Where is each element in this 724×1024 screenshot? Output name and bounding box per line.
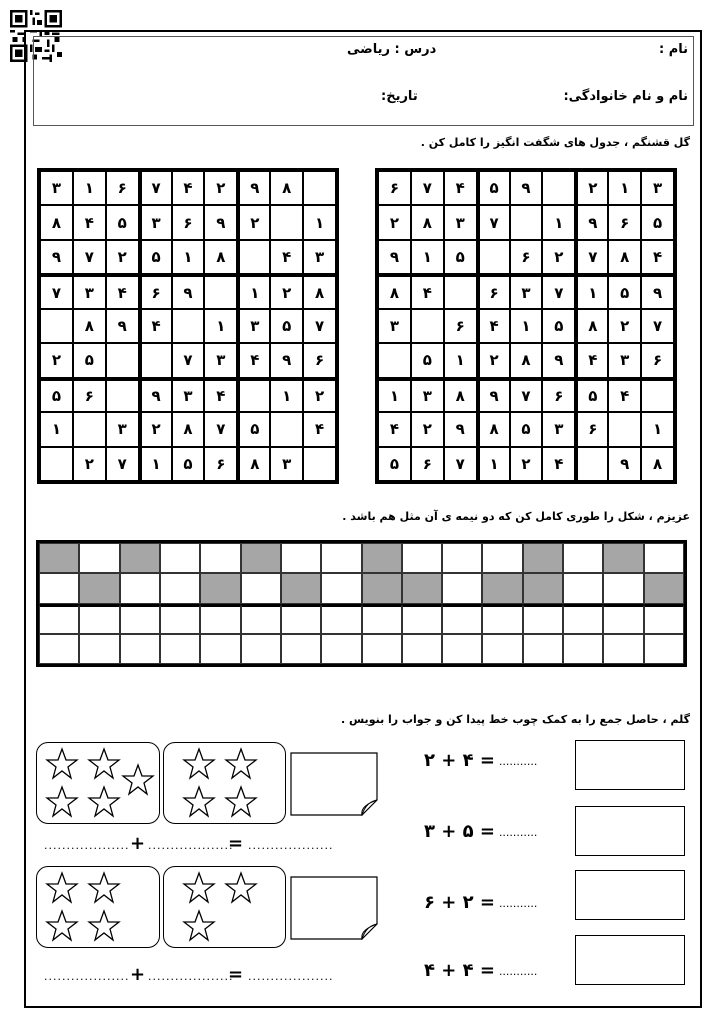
sudoku-cell[interactable] [542, 171, 575, 205]
pattern-cell-shaded [241, 543, 281, 573]
sudoku-cell: ۳ [106, 412, 139, 446]
pattern-cell[interactable] [120, 604, 160, 634]
sudoku-cell: ۸ [204, 240, 237, 274]
star-icon [45, 785, 79, 819]
star-icon [182, 871, 216, 905]
pattern-cell[interactable] [321, 634, 361, 664]
sudoku-cell: ۲ [542, 240, 575, 274]
sudoku-cell: ۳ [542, 412, 575, 446]
sudoku-cell[interactable] [303, 447, 336, 481]
sudoku-cell[interactable] [172, 309, 205, 343]
star-group-right-2 [163, 866, 286, 948]
pattern-cell[interactable] [402, 634, 442, 664]
pattern-cell [563, 543, 603, 573]
sudoku-cell: ۵ [411, 343, 444, 377]
pattern-cell[interactable] [321, 604, 361, 634]
sudoku-cell: ۹ [172, 274, 205, 308]
sudoku-cell: ۵ [106, 205, 139, 239]
sudoku-cell: ۵ [608, 274, 641, 308]
answer-dots[interactable]: ........... [498, 896, 538, 910]
star-icon [87, 785, 121, 819]
sudoku-cell: ۱ [608, 171, 641, 205]
sudoku-cell: ۱ [172, 240, 205, 274]
sudoku-cell: ۹ [237, 171, 270, 205]
sudoku-cell: ۴ [542, 447, 575, 481]
answer-box-1[interactable] [575, 740, 685, 790]
pattern-cell[interactable] [79, 634, 119, 664]
equation-text: ۲ + ۴ = [424, 750, 495, 771]
sudoku-cell: ۳ [641, 171, 674, 205]
sudoku-cell: ۸ [444, 378, 477, 412]
sudoku-cell: ۷ [411, 171, 444, 205]
sudoku-cell: ۸ [303, 274, 336, 308]
sudoku-cell: ۴ [204, 378, 237, 412]
pattern-cell[interactable] [523, 634, 563, 664]
star-group-right-1 [163, 742, 286, 824]
sudoku-cell: ۲ [575, 171, 608, 205]
sudoku-cell: ۹ [40, 240, 73, 274]
sudoku-cell: ۲ [608, 309, 641, 343]
sudoku-cell: ۷ [303, 309, 336, 343]
pattern-cell [160, 573, 200, 603]
star-icon [224, 871, 258, 905]
pattern-cell-shaded [281, 573, 321, 603]
answer-note-1[interactable] [290, 752, 378, 816]
sudoku-cell[interactable] [575, 447, 608, 481]
sudoku-cell: ۲ [73, 447, 106, 481]
sudoku-cell: ۲ [510, 447, 543, 481]
sudoku-cell: ۴ [303, 412, 336, 446]
sudoku-cell: ۳ [139, 205, 172, 239]
sudoku-cell: ۳ [378, 309, 411, 343]
sudoku-cell: ۴ [73, 205, 106, 239]
equation-2 [424, 821, 537, 842]
sudoku-cell: ۵ [73, 343, 106, 377]
sudoku-cell: ۴ [444, 171, 477, 205]
sudoku-cell: ۸ [510, 343, 543, 377]
sudoku-cell: ۴ [575, 343, 608, 377]
sudoku-cell: ۵ [575, 378, 608, 412]
answer-box-2[interactable] [575, 806, 685, 856]
pattern-cell-shaded [362, 573, 402, 603]
sudoku-cell: ۵ [270, 309, 303, 343]
equation-4 [424, 960, 537, 981]
sudoku-cell: ۸ [40, 205, 73, 239]
answer-line[interactable]: ................... [44, 839, 130, 852]
equation-text: ۳ + ۵ = [424, 821, 495, 842]
sudoku-cell: ۶ [510, 240, 543, 274]
sudoku-cell: ۶ [378, 171, 411, 205]
sudoku-cell: ۲ [477, 343, 510, 377]
star-icon [182, 747, 216, 781]
symmetry-pattern-grid [36, 540, 687, 667]
pattern-cell[interactable] [603, 604, 643, 634]
sudoku-cell[interactable] [411, 309, 444, 343]
pattern-cell[interactable] [563, 604, 603, 634]
answer-box-4[interactable] [575, 935, 685, 985]
sudoku-cell: ۹ [378, 240, 411, 274]
sudoku-cell: ۴ [172, 171, 205, 205]
sudoku-cell: ۲ [40, 343, 73, 377]
sudoku-cell: ۹ [608, 447, 641, 481]
sudoku-cell: ۸ [411, 205, 444, 239]
equals-sign: = [228, 833, 244, 854]
sudoku-cell[interactable] [270, 412, 303, 446]
sudoku-cell[interactable] [237, 240, 270, 274]
sudoku-cell: ۱ [40, 412, 73, 446]
equation-text: ۶ + ۲ = [424, 892, 495, 913]
sudoku-cell: ۵ [444, 240, 477, 274]
pattern-cell[interactable] [362, 604, 402, 634]
sudoku-cell: ۵ [542, 309, 575, 343]
pattern-cell [563, 573, 603, 603]
pattern-cell-shaded [79, 573, 119, 603]
sudoku-cell: ۵ [40, 378, 73, 412]
sudoku-cell: ۹ [204, 205, 237, 239]
sudoku-cell: ۴ [477, 309, 510, 343]
pattern-cell-shaded [200, 573, 240, 603]
pattern-cell[interactable] [442, 634, 482, 664]
sudoku-cell: ۶ [139, 274, 172, 308]
pattern-cell[interactable] [482, 634, 522, 664]
sudoku-cell: ۵ [477, 171, 510, 205]
sudoku-cell: ۱ [204, 309, 237, 343]
sudoku-cell: ۵ [510, 412, 543, 446]
sudoku-cell: ۱ [378, 378, 411, 412]
pattern-cell[interactable] [644, 604, 684, 634]
pattern-cell-shaded [402, 573, 442, 603]
answer-line[interactable]: ................... [248, 839, 334, 852]
sudoku-cell: ۷ [106, 447, 139, 481]
sudoku-cell: ۹ [444, 412, 477, 446]
answer-dots[interactable]: ........... [498, 825, 538, 839]
sudoku-cell: ۱ [575, 274, 608, 308]
star-icon [87, 871, 121, 905]
pattern-cell [120, 573, 160, 603]
sudoku-cell: ۸ [641, 447, 674, 481]
pattern-cell[interactable] [281, 634, 321, 664]
sudoku-cell: ۸ [378, 274, 411, 308]
sudoku-cell: ۴ [378, 412, 411, 446]
pattern-cell [644, 543, 684, 573]
sudoku-cell: ۴ [237, 343, 270, 377]
sudoku-cell: ۳ [444, 205, 477, 239]
answer-box-3[interactable] [575, 870, 685, 920]
family-name-label: نام و نام خانوادگی: [563, 89, 688, 104]
pattern-cell [482, 543, 522, 573]
plus-sign: + [130, 964, 146, 985]
sudoku-cell: ۷ [641, 309, 674, 343]
pattern-cell[interactable] [200, 634, 240, 664]
sudoku-cell: ۱ [139, 447, 172, 481]
pattern-cell[interactable] [39, 604, 79, 634]
sudoku-cell: ۹ [641, 274, 674, 308]
answer-note-2[interactable] [290, 876, 378, 940]
sudoku-cell: ۷ [73, 240, 106, 274]
sudoku-cell[interactable] [641, 378, 674, 412]
sudoku-cell: ۴ [139, 309, 172, 343]
pattern-cell[interactable] [442, 604, 482, 634]
star-icon [182, 785, 216, 819]
sudoku-cell: ۹ [510, 171, 543, 205]
sudoku-cell: ۱ [510, 309, 543, 343]
name-label: نام : [658, 42, 688, 57]
sudoku-cell: ۱ [444, 343, 477, 377]
pattern-cell[interactable] [241, 604, 281, 634]
sudoku-cell: ۱ [73, 171, 106, 205]
subject-label: درس : ریاضی [347, 42, 437, 57]
sudoku-cell[interactable] [40, 309, 73, 343]
sudoku-cell[interactable] [73, 412, 106, 446]
sudoku-right [375, 168, 677, 484]
sudoku-cell: ۳ [237, 309, 270, 343]
sudoku-cell: ۶ [608, 205, 641, 239]
sudoku-cell: ۱ [303, 205, 336, 239]
sudoku-cell: ۳ [411, 378, 444, 412]
star-group-left-2 [36, 866, 160, 948]
star-icon [182, 909, 216, 943]
sudoku-cell: ۷ [40, 274, 73, 308]
sudoku-cell: ۲ [270, 274, 303, 308]
sudoku-cell: ۳ [510, 274, 543, 308]
answer-line[interactable]: ................... [44, 970, 130, 983]
sudoku-cell: ۲ [139, 412, 172, 446]
equation-1 [424, 750, 537, 771]
sudoku-cell: ۳ [204, 343, 237, 377]
star-icon [121, 763, 155, 797]
sudoku-cell[interactable] [608, 412, 641, 446]
pattern-cell [442, 573, 482, 603]
pattern-cell[interactable] [39, 634, 79, 664]
equation-text: ۴ + ۴ = [424, 960, 495, 981]
sudoku-cell: ۱ [411, 240, 444, 274]
sudoku-cell[interactable] [444, 274, 477, 308]
sudoku-cell: ۶ [542, 378, 575, 412]
pattern-cell [321, 573, 361, 603]
sudoku-cell: ۶ [477, 274, 510, 308]
sudoku-cell: ۲ [411, 412, 444, 446]
sudoku-cell: ۷ [139, 171, 172, 205]
sudoku-cell: ۷ [510, 378, 543, 412]
sudoku-cell: ۴ [106, 274, 139, 308]
sudoku-cell: ۳ [73, 274, 106, 308]
pattern-cell[interactable] [79, 604, 119, 634]
sudoku-cell: ۸ [172, 412, 205, 446]
pattern-cell [402, 543, 442, 573]
sudoku-cell: ۴ [270, 240, 303, 274]
sudoku-cell: ۶ [411, 447, 444, 481]
sudoku-cell: ۹ [106, 309, 139, 343]
pattern-cell[interactable] [362, 634, 402, 664]
answer-line[interactable]: ................... [148, 839, 234, 852]
star-icon [45, 909, 79, 943]
sudoku-cell: ۴ [608, 378, 641, 412]
sudoku-cell: ۹ [575, 205, 608, 239]
sudoku-cell: ۶ [641, 343, 674, 377]
pattern-cell [160, 543, 200, 573]
pattern-cell[interactable] [644, 634, 684, 664]
sudoku-cell: ۱ [641, 412, 674, 446]
pattern-cell-shaded [523, 543, 563, 573]
sudoku-cell[interactable] [237, 378, 270, 412]
equation-3 [424, 892, 537, 913]
sudoku-cell: ۱ [477, 447, 510, 481]
sudoku-cell: ۳ [40, 171, 73, 205]
sudoku-cell: ۶ [303, 343, 336, 377]
sudoku-cell: ۲ [378, 205, 411, 239]
pattern-cell[interactable] [120, 634, 160, 664]
star-icon [45, 871, 79, 905]
answer-dots[interactable]: ........... [498, 964, 538, 978]
sudoku-cell: ۲ [237, 205, 270, 239]
sudoku-cell: ۸ [237, 447, 270, 481]
sudoku-cell: ۲ [204, 171, 237, 205]
sudoku-cell: ۶ [444, 309, 477, 343]
pattern-cell-shaded [523, 573, 563, 603]
pattern-cell[interactable] [482, 604, 522, 634]
pattern-cell-shaded [39, 543, 79, 573]
sudoku-cell: ۵ [237, 412, 270, 446]
sudoku-cell[interactable] [477, 240, 510, 274]
sudoku-cell: ۹ [477, 378, 510, 412]
pattern-cell [200, 543, 240, 573]
pattern-cell[interactable] [200, 604, 240, 634]
sudoku-cell: ۴ [411, 274, 444, 308]
sudoku-cell: ۵ [139, 240, 172, 274]
sudoku-cell: ۷ [542, 274, 575, 308]
sum-instruction: گلم ، حاصل جمع را به کمک چوب خط پیدا کن و جواب را بنویس . [341, 713, 690, 726]
sudoku-cell[interactable] [510, 205, 543, 239]
pattern-cell[interactable] [281, 604, 321, 634]
sudoku-cell: ۸ [608, 240, 641, 274]
sudoku-cell[interactable] [204, 274, 237, 308]
sudoku-cell: ۲ [106, 240, 139, 274]
sudoku-cell: ۷ [477, 205, 510, 239]
sudoku-cell: ۸ [270, 171, 303, 205]
sudoku-cell: ۳ [303, 240, 336, 274]
sudoku-cell: ۹ [542, 343, 575, 377]
pattern-cell [79, 543, 119, 573]
plus-sign: + [130, 833, 146, 854]
sudoku-cell: ۳ [608, 343, 641, 377]
pattern-instruction: عزیزم ، شکل را طوری کامل کن که دو نیمه ی آن مثل هم باشد . [342, 510, 690, 523]
pattern-cell [241, 573, 281, 603]
sudoku-cell: ۷ [172, 343, 205, 377]
sudoku-cell[interactable] [378, 343, 411, 377]
sudoku-cell: ۵ [172, 447, 205, 481]
pattern-cell-shaded [362, 543, 402, 573]
answer-line[interactable]: ................... [148, 970, 234, 983]
sudoku-cell: ۷ [204, 412, 237, 446]
star-icon [87, 747, 121, 781]
pattern-cell [281, 543, 321, 573]
sudoku-cell: ۳ [270, 447, 303, 481]
sudoku-cell: ۸ [575, 309, 608, 343]
star-icon [45, 747, 79, 781]
sudoku-instruction: گل قشنگم ، جدول های شگفت انگیز را کامل کن . [420, 136, 690, 149]
equals-sign: = [228, 964, 244, 985]
sudoku-cell[interactable] [106, 343, 139, 377]
answer-dots[interactable]: ........... [498, 754, 538, 768]
sudoku-cell[interactable] [303, 171, 336, 205]
sudoku-cell: ۵ [378, 447, 411, 481]
sudoku-cell: ۷ [575, 240, 608, 274]
sudoku-cell: ۶ [204, 447, 237, 481]
sudoku-cell[interactable] [106, 378, 139, 412]
pattern-cell[interactable] [563, 634, 603, 664]
pattern-cell [321, 543, 361, 573]
sudoku-cell: ۵ [641, 205, 674, 239]
pattern-cell-shaded [120, 543, 160, 573]
pattern-cell[interactable] [603, 634, 643, 664]
pattern-cell-shaded [603, 543, 643, 573]
sudoku-cell: ۸ [477, 412, 510, 446]
star-icon [224, 785, 258, 819]
pattern-cell [39, 573, 79, 603]
sudoku-cell: ۳ [172, 378, 205, 412]
star-icon [87, 909, 121, 943]
sudoku-cell: ۶ [73, 378, 106, 412]
sudoku-cell: ۸ [73, 309, 106, 343]
sudoku-cell: ۹ [139, 378, 172, 412]
sudoku-cell: ۲ [303, 378, 336, 412]
sudoku-cell: ۱ [542, 205, 575, 239]
pattern-cell [603, 573, 643, 603]
sudoku-left [37, 168, 339, 484]
sudoku-cell: ۶ [106, 171, 139, 205]
date-label: تاریخ: [381, 89, 418, 104]
pattern-cell[interactable] [523, 604, 563, 634]
sudoku-cell[interactable] [270, 205, 303, 239]
sudoku-cell[interactable] [40, 447, 73, 481]
pattern-cell[interactable] [160, 634, 200, 664]
sudoku-cell: ۶ [575, 412, 608, 446]
sudoku-cell: ۱ [237, 274, 270, 308]
sudoku-cell: ۶ [172, 205, 205, 239]
pattern-cell[interactable] [160, 604, 200, 634]
sudoku-cell[interactable] [139, 343, 172, 377]
sudoku-cell: ۹ [270, 343, 303, 377]
pattern-cell[interactable] [402, 604, 442, 634]
sudoku-cell: ۷ [444, 447, 477, 481]
answer-line[interactable]: ................... [248, 970, 334, 983]
star-icon [224, 747, 258, 781]
sudoku-cell: ۱ [270, 378, 303, 412]
pattern-cell-shaded [644, 573, 684, 603]
star-group-left-1 [36, 742, 160, 824]
pattern-cell-shaded [482, 573, 522, 603]
sudoku-cell: ۴ [641, 240, 674, 274]
pattern-cell [442, 543, 482, 573]
pattern-cell[interactable] [241, 634, 281, 664]
